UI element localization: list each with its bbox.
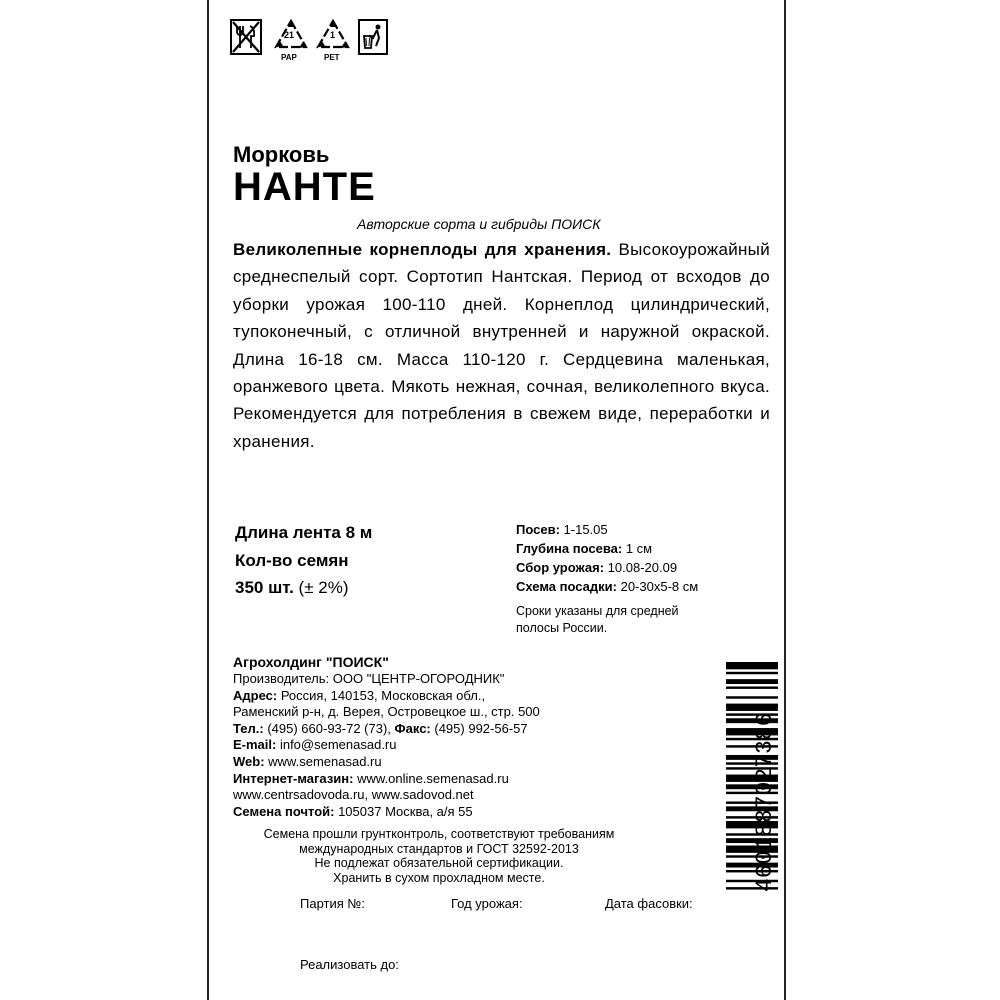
address-line: Адрес: Россия, 140153, Московская обл., xyxy=(233,687,486,703)
barcode-bar xyxy=(726,686,778,688)
seed-count-label: Кол-во семян xyxy=(235,551,349,570)
phone-line: Тел.: (495) 660-93-72 (73), Факс: (495) 992-56-57 xyxy=(233,720,528,736)
timing-note: Сроки указаны для средней полосы России. xyxy=(516,604,679,635)
holding-name: Агрохолдинг "ПОИСК" xyxy=(233,654,389,670)
barcode-number: 4601887027386 xyxy=(752,712,778,892)
pack-date-field: Дата фасовки: xyxy=(605,896,693,911)
depth-row: Глубина посева: 1 см xyxy=(516,541,653,556)
mail-line: Семена почтой: 105037 Москва, а/я 55 xyxy=(233,803,473,819)
brand-line: Авторские сорта и гибриды ПОИСК xyxy=(357,216,601,232)
scheme-row: Схема посадки: 20-30x5-8 см xyxy=(516,579,699,594)
barcode-bar xyxy=(726,672,778,674)
barcode-bar xyxy=(726,679,778,684)
sowing-info xyxy=(516,520,698,596)
shop-line-2: www.centrsadovoda.ru, www.sadovod.net xyxy=(233,787,474,803)
product-category: Морковь xyxy=(233,142,330,167)
certification-text: Семена прошли грунтконтроль, соответствуют требованиям международных стандартов и ГОСТ 32592-2013 Не подлежат обязательной сертификации. Хранить в сухом прохладном месте. xyxy=(263,827,615,885)
barcode-bar xyxy=(726,704,778,711)
producer-line: Производитель: ООО "ЦЕНТР-ОГОРОДНИК" xyxy=(233,671,505,686)
seed-count xyxy=(235,578,349,598)
sowing-row: Посев: 1-15.05 xyxy=(516,522,608,537)
email-line: E-mail: info@semenasad.ru xyxy=(233,737,397,753)
harvest-year-field: Год урожая: xyxy=(451,896,523,911)
tape-length: Длина лента 8 м xyxy=(235,523,373,542)
address-line-2: Раменский р-н, д. Верея, Островецкое ш., стр. 500 xyxy=(233,704,540,720)
seed-count-tolerance: (± 2%) xyxy=(298,578,349,597)
trash-bin-icon xyxy=(357,18,389,56)
batch-field: Партия №: xyxy=(300,896,365,911)
product-name: НАНТЕ xyxy=(233,165,376,209)
no-food-contact-icon xyxy=(229,18,263,56)
web-line: Web: www.semenasad.ru xyxy=(233,753,382,769)
shop-line: Интернет-магазин: www.online.semenasad.ru xyxy=(233,770,509,786)
seed-count-value: 350 шт. xyxy=(235,578,294,597)
product-description xyxy=(233,236,770,455)
description-text: Высокоурожайный среднеспелый сорт. Сортотип Нантская. Период от всходов до уборки урожая 100-110 дней. Корнеплод цилиндрический, тупоконечный, с отличной внутренней и наружной окраской. Длина 16-18 см. Масса 110-120 г. Сердцевина маленькая, оранжевого цвета. Мякоть нежная, сочная, великолепного вкуса. Рекомендуется для потребления в свежем виде, переработки и хранения. xyxy=(233,240,771,451)
seed-packet-back xyxy=(207,0,786,1000)
recycle-pet-icon: 1 PET xyxy=(315,18,351,66)
harvest-row: Сбор урожая: 10.08-20.09 xyxy=(516,560,678,575)
sell-by-field: Реализовать до: xyxy=(300,957,399,972)
company-info xyxy=(233,653,540,820)
barcode-bar xyxy=(726,696,778,698)
description-lead: Великолепные корнеплоды для хранения. xyxy=(233,240,612,259)
recycle-pap-icon: 21 PAP xyxy=(273,18,309,66)
barcode-bar xyxy=(726,662,778,669)
